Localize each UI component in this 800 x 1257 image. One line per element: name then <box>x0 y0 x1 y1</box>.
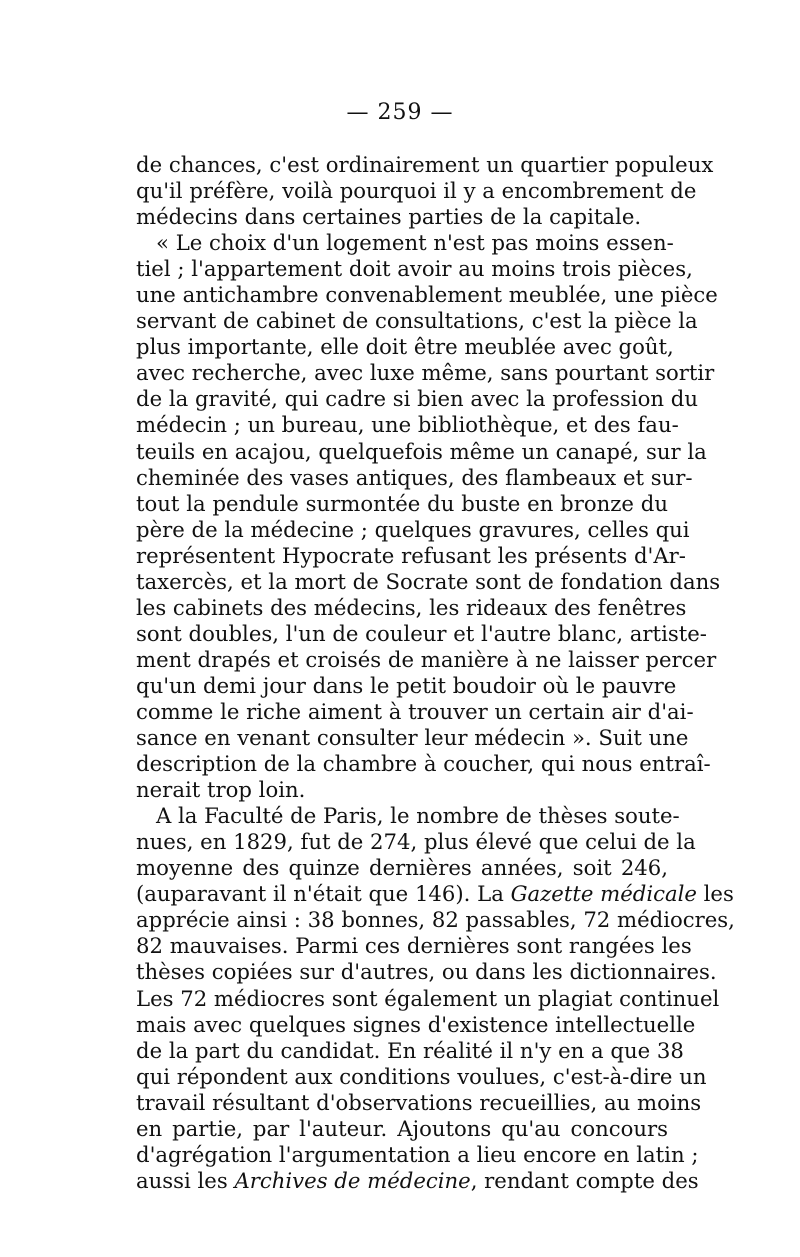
text-line: de la part du candidat. En réalité il n'y en a que 38 <box>136 1037 684 1063</box>
text-line: mais avec quelques signes d'existence intellectuelle <box>136 1011 696 1037</box>
text-line: médecin ; un bureau, une bibliothèque, et des fau- <box>136 412 679 438</box>
text-line: de chances, c'est ordinairement un quartier populeux <box>136 152 714 177</box>
page-number: — 259 — <box>346 100 454 125</box>
text-line: médecins dans certaines parties de la capitale. <box>136 204 642 230</box>
text-segment: aussi les <box>136 1167 235 1193</box>
text-line: représentent Hypocrate refusant les présents d'Ar- <box>136 542 686 568</box>
text-line: nerait trop loin. <box>136 777 306 803</box>
text-line <box>136 881 734 907</box>
journal-title: Gazette médicale <box>510 881 697 907</box>
text-segment: , rendant compte des <box>470 1167 699 1193</box>
text-line: de la gravité, qui cadre si bien avec la profession du <box>136 386 698 412</box>
body-text <box>136 152 735 1194</box>
text-line: Les 72 médiocres sont également un plagiat continuel <box>136 985 720 1011</box>
text-line: sance en venant consulter leur médecin ». Suit une <box>136 725 689 751</box>
text-line: sont doubles, l'un de couleur et l'autre blanc, artiste- <box>136 620 707 646</box>
text-line: plus importante, elle doit être meublée avec goût, <box>136 334 674 360</box>
text-line: les cabinets des médecins, les rideaux des fenêtres <box>136 594 687 620</box>
text-line: 82 mauvaises. Parmi ces dernières sont rangées les <box>136 933 692 959</box>
journal-title: Archives de médecine <box>234 1167 471 1193</box>
text-line: en partie, par l'auteur. Ajoutons qu'au concours <box>136 1115 668 1141</box>
text-segment: (auparavant il n'était que 146). La <box>136 881 511 907</box>
text-line: cheminée des vases antiques, des flambeaux et sur- <box>136 464 693 490</box>
text-line: « Le choix d'un logement n'est pas moins essen- <box>156 230 674 256</box>
text-line: d'agrégation l'argumentation a lieu encore en latin ; <box>136 1141 699 1167</box>
text-line: qu'un demi jour dans le petit boudoir où le pauvre <box>136 672 677 698</box>
text-line: teuils en acajou, quelquefois même un canapé, sur la <box>136 438 707 464</box>
text-line: qui répondent aux conditions voulues, c'est-à-dire un <box>136 1063 707 1089</box>
text-line <box>136 1167 699 1194</box>
text-line: apprécie ainsi : 38 bonnes, 82 passables, 72 médiocres, <box>136 907 735 933</box>
text-line: comme le riche aiment à trouver un certain air d'ai- <box>136 698 694 724</box>
text-line: moyenne des quinze dernières années, soit 246, <box>136 855 668 881</box>
text-line: ment drapés et croisés de manière à ne laisser percer <box>136 646 717 672</box>
text-line: qu'il préfère, voilà pourquoi il y a encombrement de <box>136 178 697 204</box>
text-line: tiel ; l'appartement doit avoir au moins trois pièces, <box>136 256 693 282</box>
text-line: thèses copiées sur d'autres, ou dans les dictionnaires. <box>136 959 717 985</box>
text-line: travail résultant d'observations recueillies, au moins <box>136 1089 702 1115</box>
text-line: tout la pendule surmontée du buste en bronze du <box>136 490 668 516</box>
text-line: A la Faculté de Paris, le nombre de thèses soute- <box>156 803 680 829</box>
text-line: père de la médecine ; quelques gravures, celles qui <box>136 516 690 542</box>
text-line: taxercès, et la mort de Socrate sont de fondation dans <box>136 568 721 594</box>
text-line: servant de cabinet de consultations, c'est la pièce la <box>136 308 698 334</box>
text-line: avec recherche, avec luxe même, sans pourtant sortir <box>136 360 715 386</box>
text-line: une antichambre convenablement meublée, une pièce <box>136 282 718 308</box>
text-line: description de la chambre à coucher, qui nous entraî- <box>136 751 711 777</box>
text-line: nues, en 1829, fut de 274, plus élevé que celui de la <box>136 829 696 855</box>
text-segment: les <box>696 881 734 907</box>
